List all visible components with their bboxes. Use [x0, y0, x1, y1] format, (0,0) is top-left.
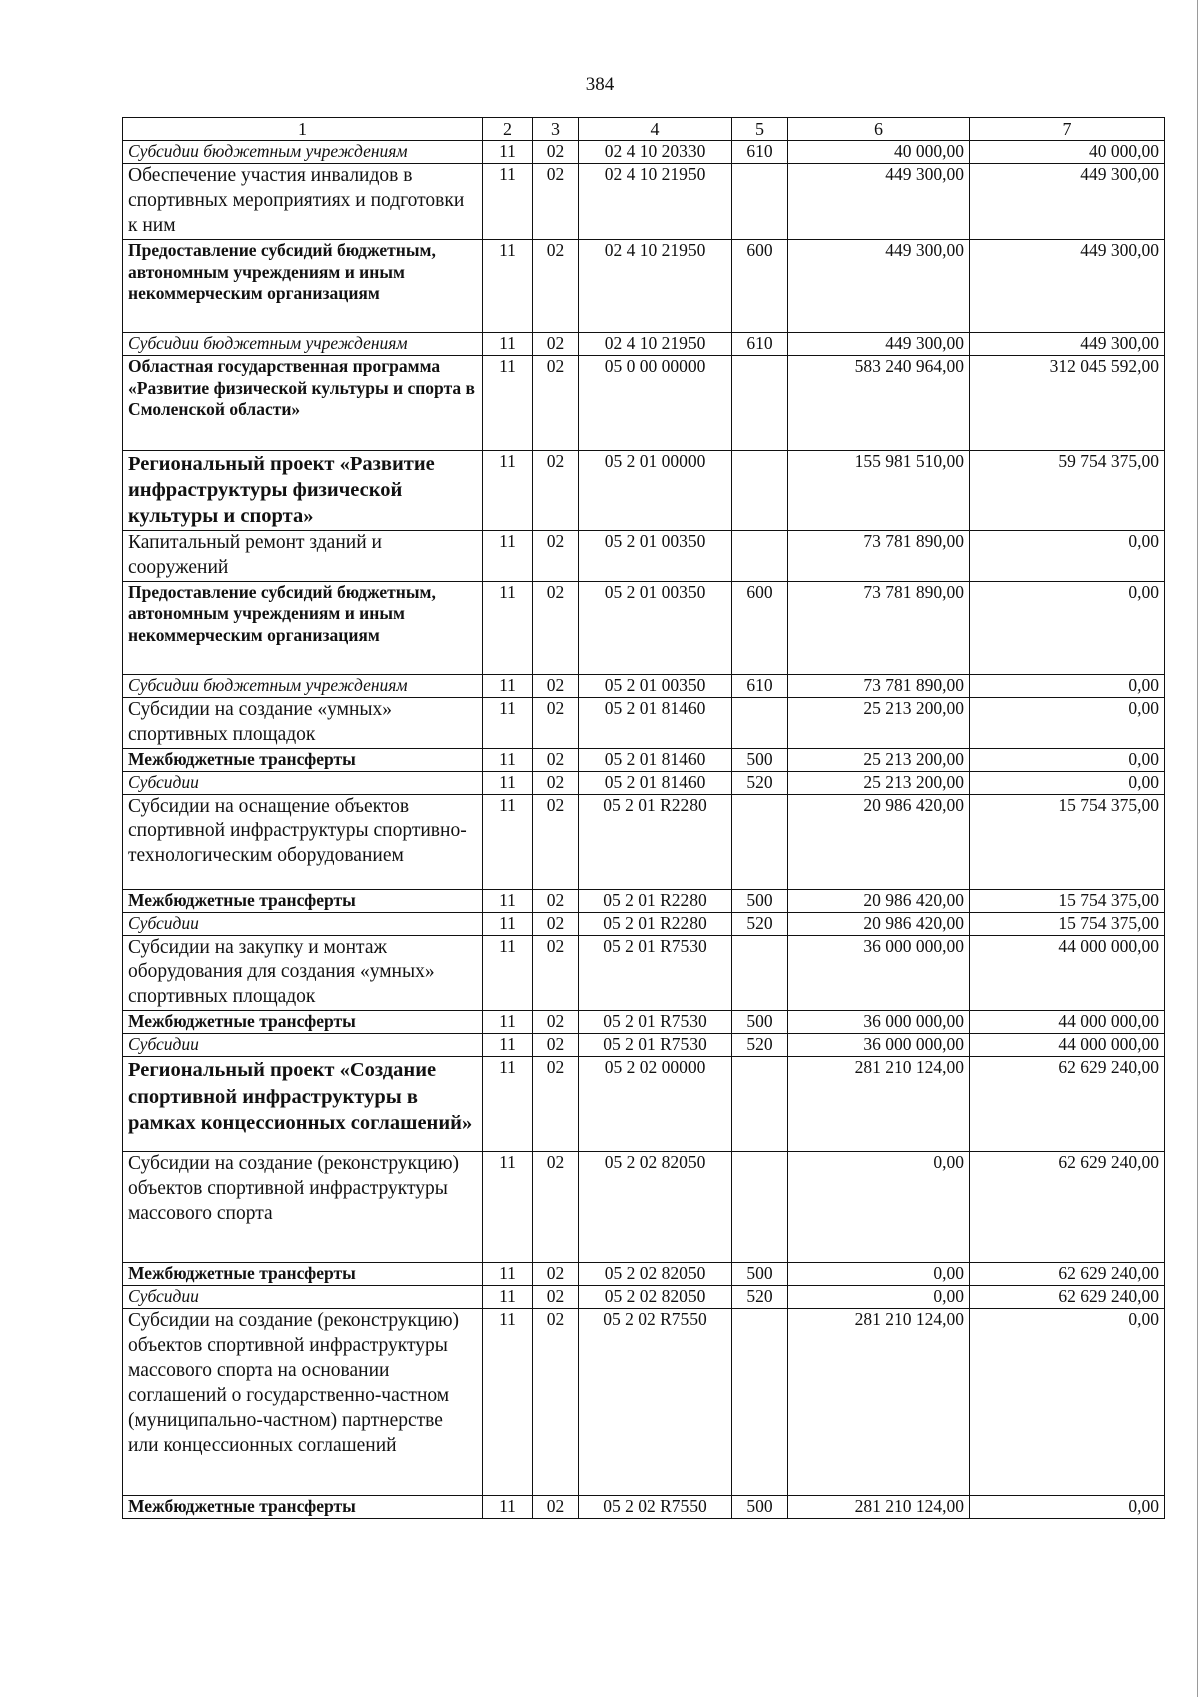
cell-name: Субсидии на оснащение объектов спортивной инфраструктуры спортивно-технологическим оборудованием	[123, 794, 483, 889]
cell-subsection: 02	[533, 141, 579, 164]
cell-subsection: 02	[533, 530, 579, 581]
cell-subsection: 02	[533, 794, 579, 889]
header-cell: 6	[788, 118, 970, 141]
table-row	[123, 697, 1165, 748]
cell-amount-year1: 449 300,00	[788, 239, 970, 332]
cell-expense-type: 500	[732, 1011, 788, 1034]
table-row	[123, 1286, 1165, 1309]
cell-subsection: 02	[533, 912, 579, 935]
cell-amount-year2: 40 000,00	[970, 141, 1165, 164]
cell-subsection: 02	[533, 1152, 579, 1263]
cell-code: 02 4 10 20330	[579, 141, 732, 164]
cell-code: 05 2 01 R7530	[579, 1034, 732, 1057]
budget-table	[122, 117, 1165, 1519]
table-row	[123, 332, 1165, 355]
cell-amount-year1: 281 210 124,00	[788, 1496, 970, 1519]
header-cell: 7	[970, 118, 1165, 141]
cell-subsection: 02	[533, 581, 579, 674]
cell-amount-year2: 0,00	[970, 748, 1165, 771]
cell-code: 05 2 01 R2280	[579, 912, 732, 935]
cell-amount-year1: 73 781 890,00	[788, 674, 970, 697]
cell-amount-year2: 312 045 592,00	[970, 355, 1165, 450]
cell-name: Субсидии на закупку и монтаж оборудования для создания «умных» спортивных площадок	[123, 935, 483, 1011]
cell-expense-type	[732, 530, 788, 581]
cell-name: Межбюджетные трансферты	[123, 1496, 483, 1519]
cell-subsection: 02	[533, 771, 579, 794]
cell-section: 11	[483, 581, 533, 674]
cell-code: 05 2 01 R2280	[579, 794, 732, 889]
table-row	[123, 912, 1165, 935]
cell-code: 02 4 10 21950	[579, 164, 732, 240]
cell-expense-type: 500	[732, 748, 788, 771]
cell-expense-type: 600	[732, 239, 788, 332]
table-row	[123, 1263, 1165, 1286]
cell-expense-type: 520	[732, 1034, 788, 1057]
cell-code: 05 2 02 82050	[579, 1263, 732, 1286]
cell-name: Межбюджетные трансферты	[123, 748, 483, 771]
table-row	[123, 794, 1165, 889]
cell-amount-year2: 449 300,00	[970, 239, 1165, 332]
cell-amount-year1: 73 781 890,00	[788, 530, 970, 581]
cell-amount-year2: 0,00	[970, 697, 1165, 748]
cell-expense-type: 600	[732, 581, 788, 674]
cell-name: Межбюджетные трансферты	[123, 1263, 483, 1286]
cell-section: 11	[483, 1057, 533, 1152]
cell-expense-type: 500	[732, 889, 788, 912]
cell-amount-year2: 44 000 000,00	[970, 1034, 1165, 1057]
cell-code: 05 2 02 R7550	[579, 1309, 732, 1496]
cell-code: 05 0 00 00000	[579, 355, 732, 450]
table-row	[123, 771, 1165, 794]
cell-expense-type	[732, 697, 788, 748]
table-row	[123, 889, 1165, 912]
cell-amount-year2: 62 629 240,00	[970, 1057, 1165, 1152]
cell-amount-year1: 25 213 200,00	[788, 771, 970, 794]
cell-amount-year2: 0,00	[970, 1309, 1165, 1496]
table-row	[123, 1152, 1165, 1263]
cell-subsection: 02	[533, 1309, 579, 1496]
cell-amount-year1: 73 781 890,00	[788, 581, 970, 674]
header-cell: 3	[533, 118, 579, 141]
cell-amount-year1: 40 000,00	[788, 141, 970, 164]
table-body	[123, 118, 1165, 1519]
cell-expense-type	[732, 450, 788, 530]
cell-expense-type	[732, 164, 788, 240]
cell-amount-year2: 62 629 240,00	[970, 1263, 1165, 1286]
table-row	[123, 141, 1165, 164]
cell-expense-type	[732, 355, 788, 450]
cell-amount-year1: 155 981 510,00	[788, 450, 970, 530]
cell-subsection: 02	[533, 935, 579, 1011]
table-row	[123, 355, 1165, 450]
cell-name: Областная государственная программа «Развитие физической культуры и спорта в Смоленской области»	[123, 355, 483, 450]
cell-name: Предоставление субсидий бюджетным, автономным учреждениям и иным некоммерческим организациям	[123, 239, 483, 332]
cell-amount-year1: 25 213 200,00	[788, 748, 970, 771]
cell-name: Субсидии на создание (реконструкцию) объектов спортивной инфраструктуры массового спорта	[123, 1152, 483, 1263]
cell-code: 05 2 01 R7530	[579, 935, 732, 1011]
cell-amount-year2: 0,00	[970, 581, 1165, 674]
cell-section: 11	[483, 332, 533, 355]
cell-section: 11	[483, 530, 533, 581]
cell-amount-year1: 0,00	[788, 1286, 970, 1309]
page-number: 384	[585, 74, 615, 95]
cell-expense-type	[732, 1309, 788, 1496]
cell-section: 11	[483, 141, 533, 164]
cell-name: Межбюджетные трансферты	[123, 889, 483, 912]
cell-subsection: 02	[533, 1011, 579, 1034]
cell-code: 05 2 01 R7530	[579, 1011, 732, 1034]
cell-code: 05 2 02 00000	[579, 1057, 732, 1152]
cell-code: 05 2 01 00000	[579, 450, 732, 530]
cell-amount-year1: 20 986 420,00	[788, 912, 970, 935]
cell-name: Обеспечение участия инвалидов в спортивных мероприятиях и подготовки к ним	[123, 164, 483, 240]
cell-amount-year1: 281 210 124,00	[788, 1057, 970, 1152]
cell-name: Субсидии на создание (реконструкцию) объектов спортивной инфраструктуры массового спорта на основании соглашений о государственно-частном (муниципально-частном) партнерстве или концессионных соглашений	[123, 1309, 483, 1496]
cell-section: 11	[483, 1286, 533, 1309]
cell-expense-type	[732, 935, 788, 1011]
cell-subsection: 02	[533, 332, 579, 355]
cell-name: Субсидии бюджетным учреждениям	[123, 141, 483, 164]
header-cell: 5	[732, 118, 788, 141]
header-cell: 1	[123, 118, 483, 141]
cell-name: Субсидии	[123, 1034, 483, 1057]
table-row	[123, 239, 1165, 332]
cell-amount-year1: 36 000 000,00	[788, 1011, 970, 1034]
cell-expense-type	[732, 1152, 788, 1263]
cell-section: 11	[483, 697, 533, 748]
cell-amount-year2: 449 300,00	[970, 164, 1165, 240]
cell-code: 05 2 02 82050	[579, 1286, 732, 1309]
cell-amount-year1: 20 986 420,00	[788, 794, 970, 889]
header-cell: 2	[483, 118, 533, 141]
table-row	[123, 164, 1165, 240]
cell-subsection: 02	[533, 1263, 579, 1286]
table-row	[123, 935, 1165, 1011]
cell-subsection: 02	[533, 1286, 579, 1309]
cell-code: 05 2 01 81460	[579, 771, 732, 794]
cell-amount-year1: 0,00	[788, 1152, 970, 1263]
cell-amount-year1: 36 000 000,00	[788, 1034, 970, 1057]
cell-section: 11	[483, 912, 533, 935]
cell-section: 11	[483, 794, 533, 889]
cell-amount-year1: 449 300,00	[788, 332, 970, 355]
cell-section: 11	[483, 1152, 533, 1263]
cell-expense-type: 520	[732, 1286, 788, 1309]
cell-code: 02 4 10 21950	[579, 332, 732, 355]
cell-name: Субсидии	[123, 912, 483, 935]
cell-expense-type: 610	[732, 141, 788, 164]
cell-amount-year2: 15 754 375,00	[970, 794, 1165, 889]
table-row	[123, 1309, 1165, 1496]
cell-expense-type: 610	[732, 674, 788, 697]
table-header-row	[123, 118, 1165, 141]
cell-section: 11	[483, 1034, 533, 1057]
cell-amount-year1: 36 000 000,00	[788, 935, 970, 1011]
table-row	[123, 674, 1165, 697]
cell-amount-year2: 449 300,00	[970, 332, 1165, 355]
cell-name: Региональный проект «Развитие инфраструктуры физической культуры и спорта»	[123, 450, 483, 530]
cell-name: Региональный проект «Создание спортивной инфраструктуры в рамках концессионных соглашений»	[123, 1057, 483, 1152]
cell-section: 11	[483, 1496, 533, 1519]
cell-subsection: 02	[533, 1057, 579, 1152]
cell-expense-type: 500	[732, 1496, 788, 1519]
cell-amount-year1: 281 210 124,00	[788, 1309, 970, 1496]
cell-amount-year1: 20 986 420,00	[788, 889, 970, 912]
cell-subsection: 02	[533, 697, 579, 748]
cell-amount-year1: 0,00	[788, 1263, 970, 1286]
cell-section: 11	[483, 771, 533, 794]
cell-amount-year2: 15 754 375,00	[970, 912, 1165, 935]
cell-code: 05 2 02 82050	[579, 1152, 732, 1263]
cell-expense-type: 520	[732, 771, 788, 794]
cell-code: 05 2 01 R2280	[579, 889, 732, 912]
cell-subsection: 02	[533, 164, 579, 240]
cell-code: 05 2 02 R7550	[579, 1496, 732, 1519]
cell-amount-year2: 0,00	[970, 771, 1165, 794]
page-edge-line	[1197, 0, 1198, 1697]
cell-amount-year2: 59 754 375,00	[970, 450, 1165, 530]
header-cell: 4	[579, 118, 732, 141]
cell-amount-year2: 44 000 000,00	[970, 1011, 1165, 1034]
cell-section: 11	[483, 1263, 533, 1286]
cell-code: 05 2 01 00350	[579, 530, 732, 581]
table-row	[123, 1496, 1165, 1519]
cell-subsection: 02	[533, 748, 579, 771]
cell-section: 11	[483, 164, 533, 240]
cell-amount-year2: 15 754 375,00	[970, 889, 1165, 912]
cell-code: 05 2 01 81460	[579, 748, 732, 771]
cell-code: 05 2 01 00350	[579, 674, 732, 697]
cell-name: Капитальный ремонт зданий и сооружений	[123, 530, 483, 581]
cell-subsection: 02	[533, 355, 579, 450]
cell-name: Субсидии бюджетным учреждениям	[123, 332, 483, 355]
cell-amount-year2: 62 629 240,00	[970, 1152, 1165, 1263]
cell-subsection: 02	[533, 1496, 579, 1519]
cell-expense-type: 500	[732, 1263, 788, 1286]
cell-code: 05 2 01 81460	[579, 697, 732, 748]
cell-name: Предоставление субсидий бюджетным, автономным учреждениям и иным некоммерческим организациям	[123, 581, 483, 674]
cell-section: 11	[483, 935, 533, 1011]
table-row	[123, 1011, 1165, 1034]
cell-expense-type: 610	[732, 332, 788, 355]
cell-section: 11	[483, 748, 533, 771]
cell-section: 11	[483, 239, 533, 332]
table-row	[123, 1057, 1165, 1152]
cell-section: 11	[483, 450, 533, 530]
cell-name: Субсидии на создание «умных» спортивных площадок	[123, 697, 483, 748]
cell-amount-year2: 0,00	[970, 530, 1165, 581]
table-row	[123, 581, 1165, 674]
cell-subsection: 02	[533, 889, 579, 912]
cell-expense-type	[732, 1057, 788, 1152]
cell-section: 11	[483, 1011, 533, 1034]
cell-subsection: 02	[533, 450, 579, 530]
cell-amount-year2: 0,00	[970, 1496, 1165, 1519]
cell-expense-type: 520	[732, 912, 788, 935]
cell-subsection: 02	[533, 239, 579, 332]
cell-name: Субсидии	[123, 771, 483, 794]
table-row	[123, 450, 1165, 530]
cell-section: 11	[483, 674, 533, 697]
cell-expense-type	[732, 794, 788, 889]
cell-section: 11	[483, 355, 533, 450]
cell-amount-year2: 44 000 000,00	[970, 935, 1165, 1011]
cell-code: 05 2 01 00350	[579, 581, 732, 674]
table-row	[123, 530, 1165, 581]
cell-code: 02 4 10 21950	[579, 239, 732, 332]
cell-amount-year1: 449 300,00	[788, 164, 970, 240]
cell-amount-year2: 62 629 240,00	[970, 1286, 1165, 1309]
cell-name: Субсидии	[123, 1286, 483, 1309]
table-row	[123, 1034, 1165, 1057]
cell-subsection: 02	[533, 674, 579, 697]
cell-amount-year2: 0,00	[970, 674, 1165, 697]
cell-section: 11	[483, 889, 533, 912]
cell-amount-year1: 25 213 200,00	[788, 697, 970, 748]
cell-name: Межбюджетные трансферты	[123, 1011, 483, 1034]
cell-amount-year1: 583 240 964,00	[788, 355, 970, 450]
cell-subsection: 02	[533, 1034, 579, 1057]
cell-name: Субсидии бюджетным учреждениям	[123, 674, 483, 697]
table-row	[123, 748, 1165, 771]
cell-section: 11	[483, 1309, 533, 1496]
